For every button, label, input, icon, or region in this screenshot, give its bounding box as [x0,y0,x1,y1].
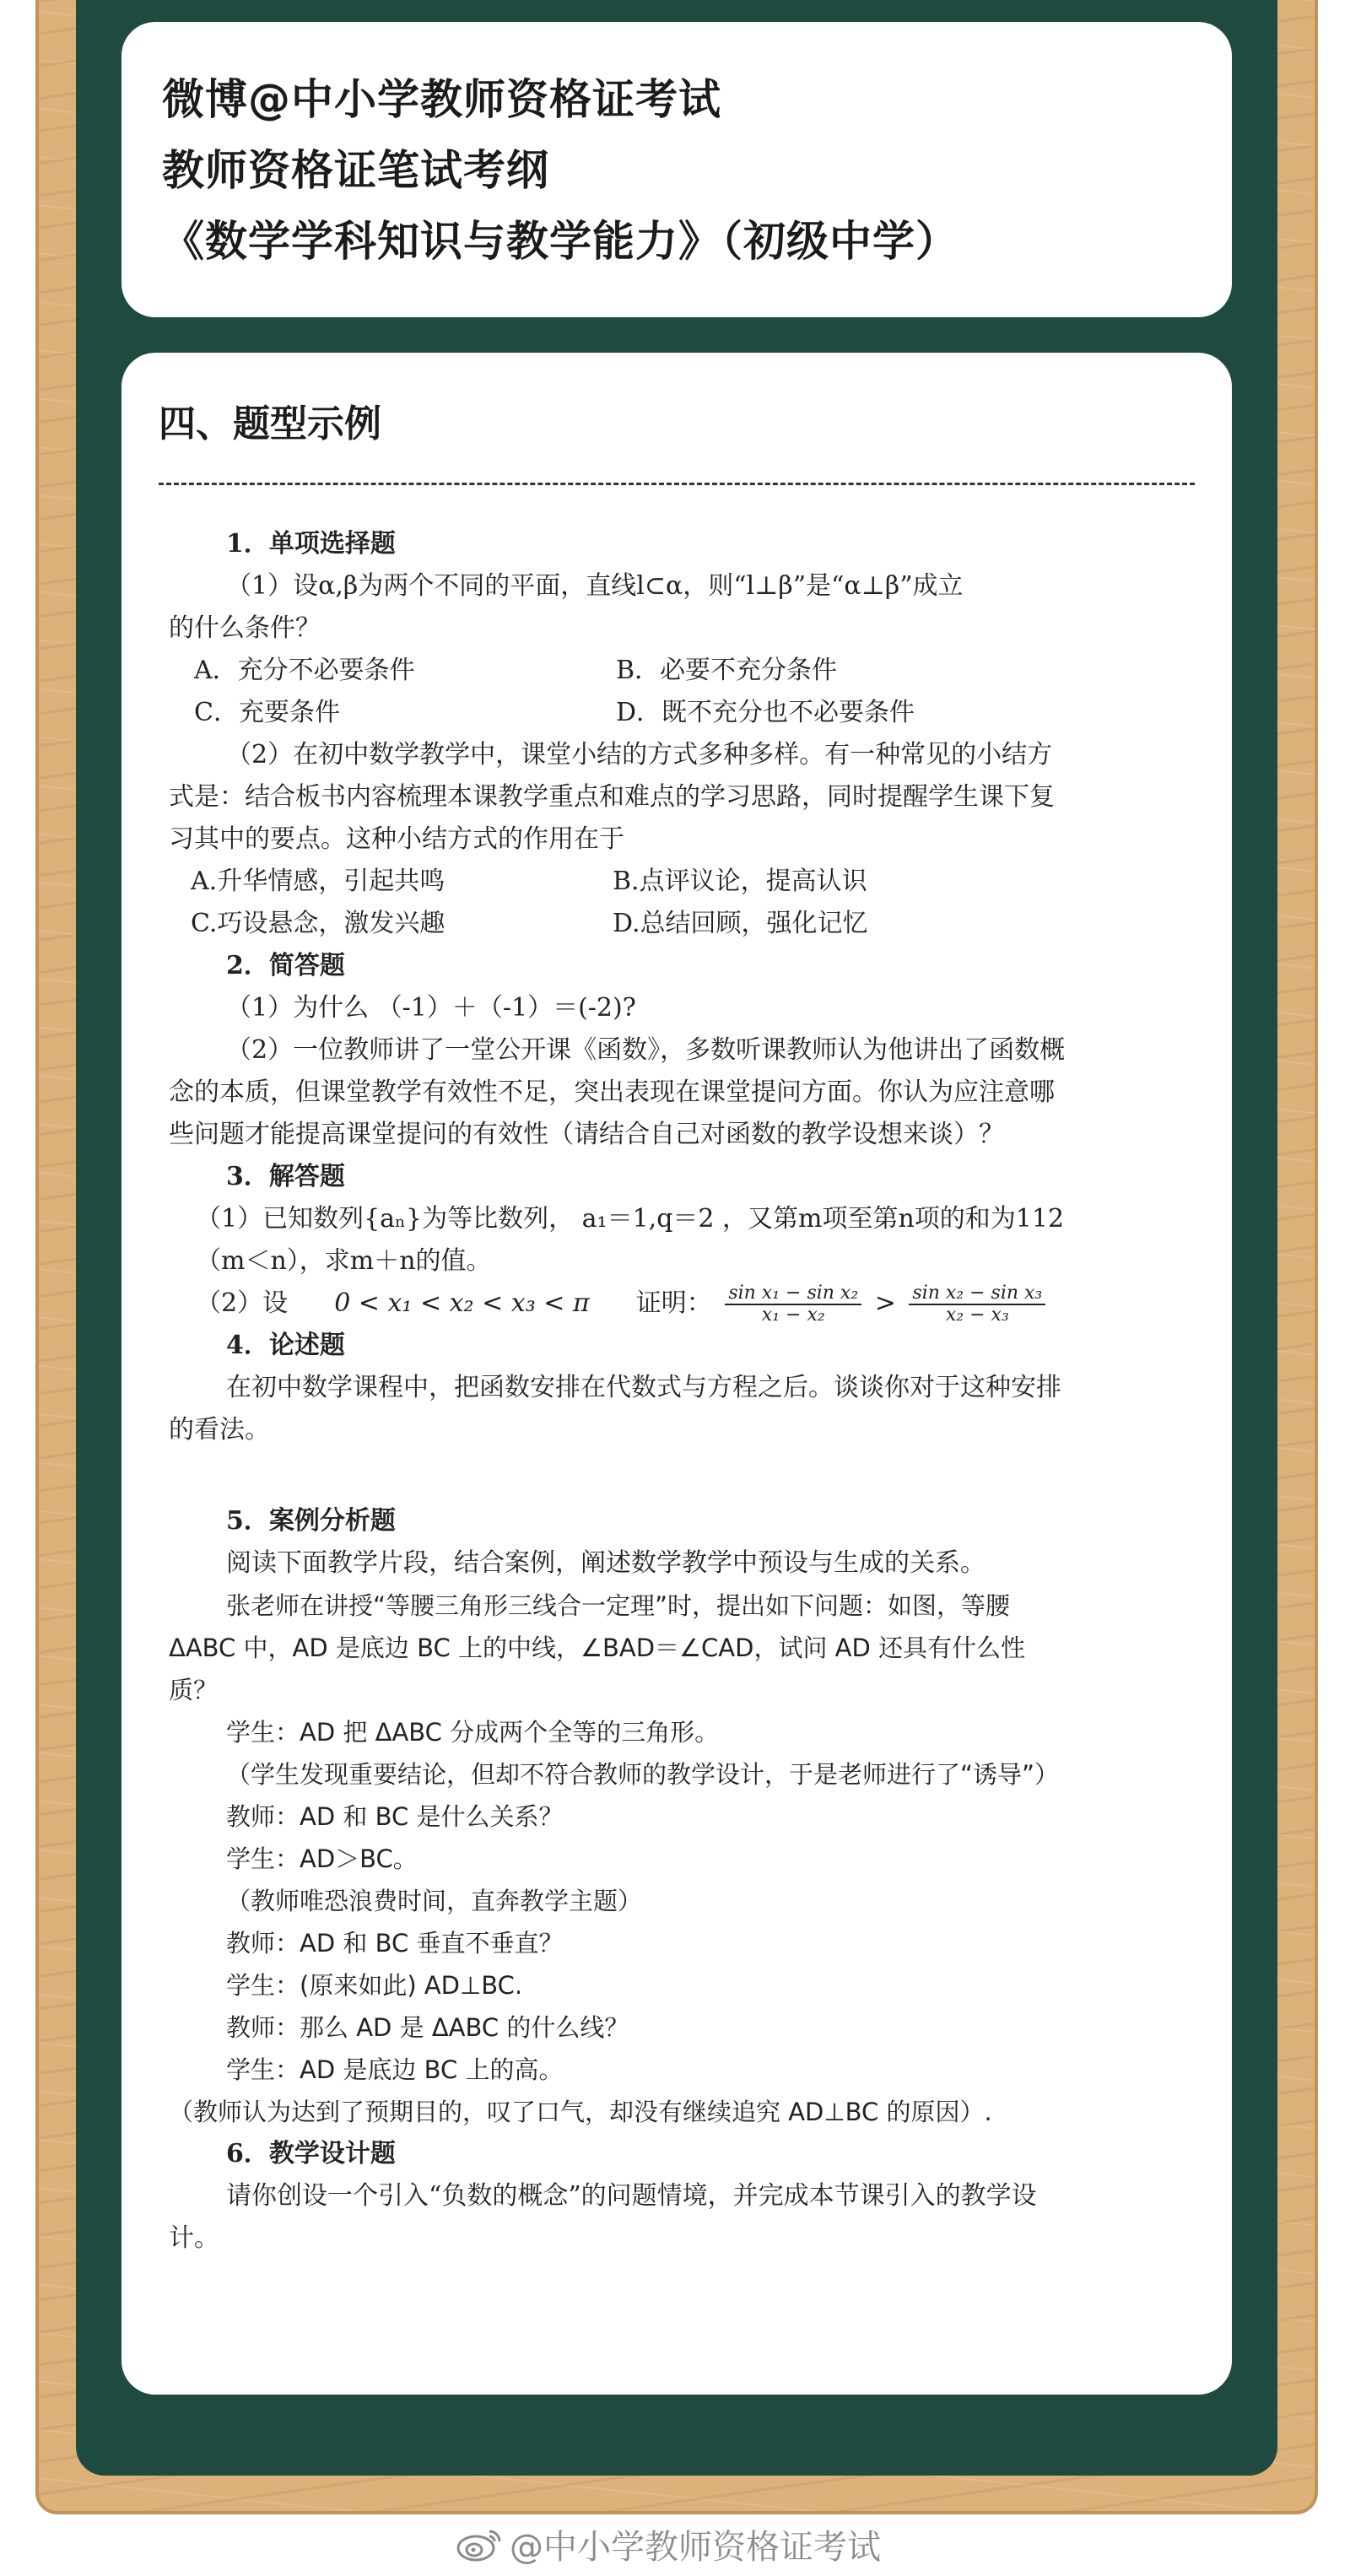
header-exam-line: 教师资格证笔试考纲 [162,146,549,195]
q3-fraction-right-numerator: sin x₂ − sin x₃ [909,1283,1045,1305]
q1-p2-line3: 习其中的要点。这种小结方式的作用在于 [169,824,624,854]
q5-case-line: （学生发现重要结论，但却不符合教师的教学设计，于是老师进行了“诱导”） [226,1760,1060,1789]
title-card [122,22,1232,317]
q1-p2-options-row1 [169,861,1190,903]
q4-line1: 在初中数学课程中，把函数安排在代数式与方程之后。谈谈你对于这种安排 [226,1373,1061,1402]
q1-p1-option-c: C．充要条件 [194,698,340,727]
q3-p2-prefix: （2）设 [196,1288,289,1318]
q1-p2-line1: （2）在初中数学教学中，课堂小结的方式多种多样。有一种常见的小结方 [226,740,1053,770]
q5-case-line: 质？ [169,1676,219,1704]
header-subject-line: 《数学学科知识与教学能力》（初级中学） [162,217,958,266]
q2-p2-line3: 些问题才能提高课堂提问的有效性（请结合自己对函数的教学设想来谈）？ [169,1120,1004,1149]
q3-p1-line1: （1）已知数列{aₙ}为等比数列， a₁＝1,q＝2 ，又第m项至第n项的和为112 [196,1204,1065,1234]
q3-fraction-left-numerator: sin x₁ − sin x₂ [725,1283,861,1305]
q2-p2-line1: （2）一位教师讲了一堂公开课《函数》，多数听课教师认为他讲出了函数概 [226,1035,1066,1065]
q5-case-line: 教师：那么 AD 是 ΔABC 的什么线？ [226,2013,629,2042]
q5-case-line: ΔABC 中，AD 是底边 BC 上的中线，∠BAD＝∠CAD，试问 AD 还具有什么性 [169,1634,1026,1662]
q3-p2-condition: 0 < x₁ < x₂ < x₃ < π [334,1288,590,1318]
dashed-divider [159,483,1195,485]
q3-fraction-right [909,1283,1045,1326]
weibo-watermark [456,2519,881,2569]
q5-case-line: 学生：(原来如此) AD⊥BC. [226,1971,523,2000]
q5-case-line: （教师认为达到了预期目的，叹了口气，却没有继续追究 AD⊥BC 的原因）. [169,2098,992,2126]
q1-p1-option-d: D．既不充分也不必要条件 [616,698,915,727]
q5-case-line: 学生：AD 是底边 BC 上的高。 [226,2055,564,2084]
q3-p2-prove: 证明： [635,1288,712,1318]
q1-p2-option-c: C.巧设悬念，激发兴趣 [191,909,446,938]
q5-heading: 5．案例分析题 [226,1506,396,1536]
q1-p1-line2: 的什么条件？ [169,613,321,643]
q3-heading: 3．解答题 [226,1162,345,1191]
q4-heading: 4．论述题 [226,1331,345,1360]
q3-greater-than: > [874,1288,896,1318]
q6-line2: 计。 [169,2223,219,2253]
section-title: 四、题型示例 [159,402,381,446]
q1-p2-option-d: D.总结回顾，强化记忆 [613,909,868,938]
q3-fraction-left-denominator: x₁ − x₂ [761,1304,825,1326]
q2-p1: （1）为什么 （-1）＋（-1）＝(-2)? [226,993,636,1023]
q2-heading: 2．简答题 [226,951,345,980]
q1-p2-option-a: A.升华情感，引起共鸣 [191,867,446,896]
q3-p2 [169,1283,1190,1325]
weibo-icon [456,2525,505,2563]
q3-fraction-left [725,1283,861,1326]
header-weibo-line: 微博@中小学教师资格证考试 [162,75,721,124]
q5-case-line: 教师：AD 和 BC 垂直不垂直？ [226,1929,564,1958]
watermark-text: @中小学教师资格证考试 [510,2527,881,2567]
q1-p1-options-row1 [169,650,1190,692]
exam-sample [169,523,1190,2260]
q1-p2-options-row2 [169,903,1190,945]
q5-case-line: 学生：AD 把 ΔABC 分成两个全等的三角形。 [226,1718,720,1747]
q1-p1-options-row2 [169,692,1190,734]
q6-line1: 请你创设一个引入“负数的概念”的问题情境，并完成本节课引入的教学设 [226,2181,1037,2211]
q2-p2-line2: 念的本质，但课堂教学有效性不足，突出表现在课堂提问方面。你认为应注意哪 [169,1077,1055,1107]
q1-p2-option-b: B.点评议论，提高认识 [613,867,867,896]
q1-p1-option-b: B．必要不充分条件 [616,656,838,685]
q5-case-line: （教师唯恐浪费时间，直奔教学主题） [226,1887,643,1915]
q5-intro: 阅读下面教学片段，结合案例，阐述数学教学中预设与生成的关系。 [226,1548,986,1578]
q4-line2: 的看法。 [169,1415,270,1445]
q1-p1-line1: （1）设α,β为两个不同的平面，直线l⊂α，则“l⊥β”是“α⊥β”成立 [226,571,964,601]
q5-case-line: 学生：AD＞BC。 [226,1844,418,1873]
q3-p1-line2: （m＜n），求m＋n的值。 [196,1246,492,1276]
q1-p2-line2: 式是：结合板书内容梳理本课教学重点和难点的学习思路，同时提醒学生课下复 [169,782,1055,812]
q6-heading: 6．教学设计题 [226,2139,396,2168]
q3-fraction-right-denominator: x₂ − x₃ [945,1304,1009,1326]
q5-case-dialogue [169,1585,1190,2133]
q1-heading: 1．单项选择题 [226,529,396,559]
q5-case-line: 教师：AD 和 BC 是什么关系？ [226,1802,564,1831]
q1-p1-option-a: A．充分不必要条件 [194,656,415,685]
q5-case-line: 张老师在讲授“等腰三角形三线合一定理”时，提出如下问题：如图，等腰 [226,1591,1011,1620]
spacer [169,1451,1190,1500]
